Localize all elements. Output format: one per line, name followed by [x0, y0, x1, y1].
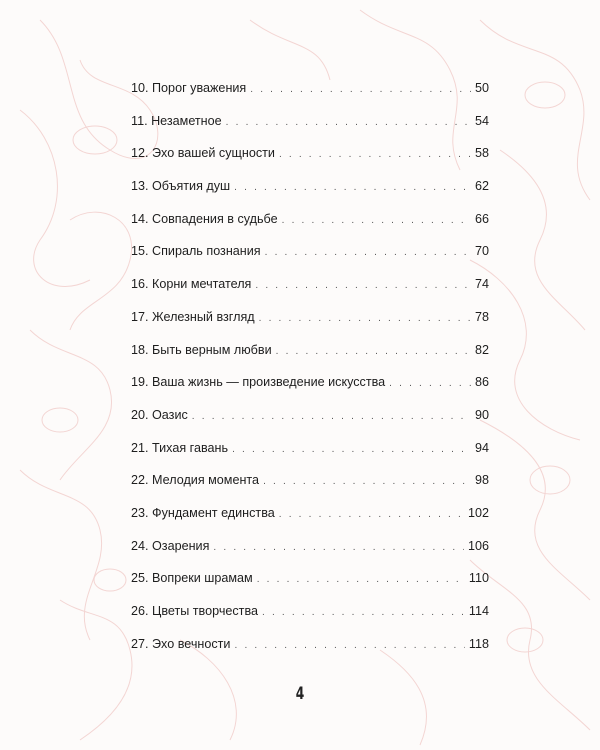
toc-entry-page: 50 [474, 81, 489, 95]
toc-entry-15 [131, 239, 489, 272]
toc-entry-page: 74 [474, 277, 489, 292]
toc-entry-title: 11. Незаметное [131, 113, 222, 128]
toc-entry-page: 110 [468, 571, 489, 586]
toc-entry-page: 82 [474, 342, 489, 357]
toc-entry-27 [131, 632, 489, 665]
dot-leader [265, 241, 471, 265]
toc-entry-title: 17. Железный взгляд [131, 309, 255, 324]
dot-leader [232, 438, 471, 462]
toc-entry-23 [131, 501, 489, 534]
toc-entry-title: 21. Тихая гавань [131, 440, 229, 455]
toc-entry-20 [131, 403, 489, 436]
toc-entry-title: 19. Ваша жизнь — произведение искусства [131, 375, 386, 390]
toc-entry-page: 54 [474, 113, 489, 128]
toc-entry-title: 22. Мелодия момента [131, 473, 260, 488]
toc-entry-title: 18. Быть верным любви [131, 342, 272, 357]
dot-leader [279, 503, 464, 527]
toc-entry-page: 78 [474, 309, 489, 324]
toc-entry-page: 86 [474, 375, 489, 390]
toc-entry-title: 14. Совпадения в судьбе [131, 211, 278, 226]
toc-entry-22 [131, 468, 489, 501]
toc-entry-page: 58 [474, 146, 489, 161]
toc-entry-title: 16. Корни мечтателя [131, 277, 252, 292]
toc-entry-page: 90 [474, 407, 489, 422]
toc-entry-title: 20. Оазис [131, 407, 188, 422]
toc-entry-13 [131, 174, 489, 207]
toc-entry-12 [131, 141, 489, 174]
toc-entry-title: 10. Порог уважения [131, 81, 247, 95]
toc-entry-19 [131, 370, 489, 403]
toc-entry-25 [131, 566, 489, 599]
dot-leader [192, 405, 471, 429]
toc-entry-17 [131, 305, 489, 338]
dot-leader [263, 470, 471, 494]
toc-entry-page: 98 [474, 473, 489, 488]
toc-entry-title: 25. Вопреки шрамам [131, 571, 253, 586]
toc-entry-title: 12. Эхо вашей сущности [131, 146, 275, 161]
dot-leader [259, 307, 471, 331]
dot-leader [250, 78, 471, 102]
dot-leader [276, 340, 471, 364]
toc-entry-16 [131, 272, 489, 305]
dot-leader [255, 274, 471, 298]
toc-entry-11 [131, 109, 489, 142]
dot-leader [234, 634, 464, 658]
toc-entry-title: 13. Объятия душ [131, 179, 231, 194]
toc-entry-title: 27. Эхо вечности [131, 636, 231, 651]
dot-leader [234, 176, 471, 200]
toc-entry-page: 114 [468, 604, 489, 618]
dot-leader [226, 111, 471, 135]
toc-entry-title: 26. Цветы творчества [131, 604, 259, 618]
dot-leader [262, 601, 465, 625]
toc-entry-14 [131, 207, 489, 240]
dot-leader [213, 536, 464, 560]
toc-entry-title: 15. Спираль познания [131, 244, 261, 259]
table-of-contents [131, 76, 489, 664]
toc-entry-page: 62 [474, 179, 489, 194]
toc-entry-page: 94 [474, 440, 489, 455]
toc-entry-24 [131, 534, 489, 567]
toc-entry-26 [131, 599, 489, 632]
toc-entry-21 [131, 436, 489, 469]
toc-entry-18 [131, 338, 489, 371]
toc-entry-page: 118 [468, 636, 489, 651]
dot-leader [282, 209, 471, 233]
page-number: 4 [295, 684, 305, 704]
dot-leader [279, 143, 471, 167]
toc-entry-page: 102 [467, 505, 489, 520]
toc-entry-page: 106 [467, 538, 489, 553]
toc-entry-title: 23. Фундамент единства [131, 505, 275, 520]
toc-entry-page: 70 [474, 244, 489, 259]
toc-entry-10 [131, 76, 489, 109]
toc-entry-page: 66 [474, 211, 489, 226]
dot-leader [389, 372, 471, 396]
toc-entry-title: 24. Озарения [131, 538, 210, 553]
dot-leader [257, 568, 465, 592]
